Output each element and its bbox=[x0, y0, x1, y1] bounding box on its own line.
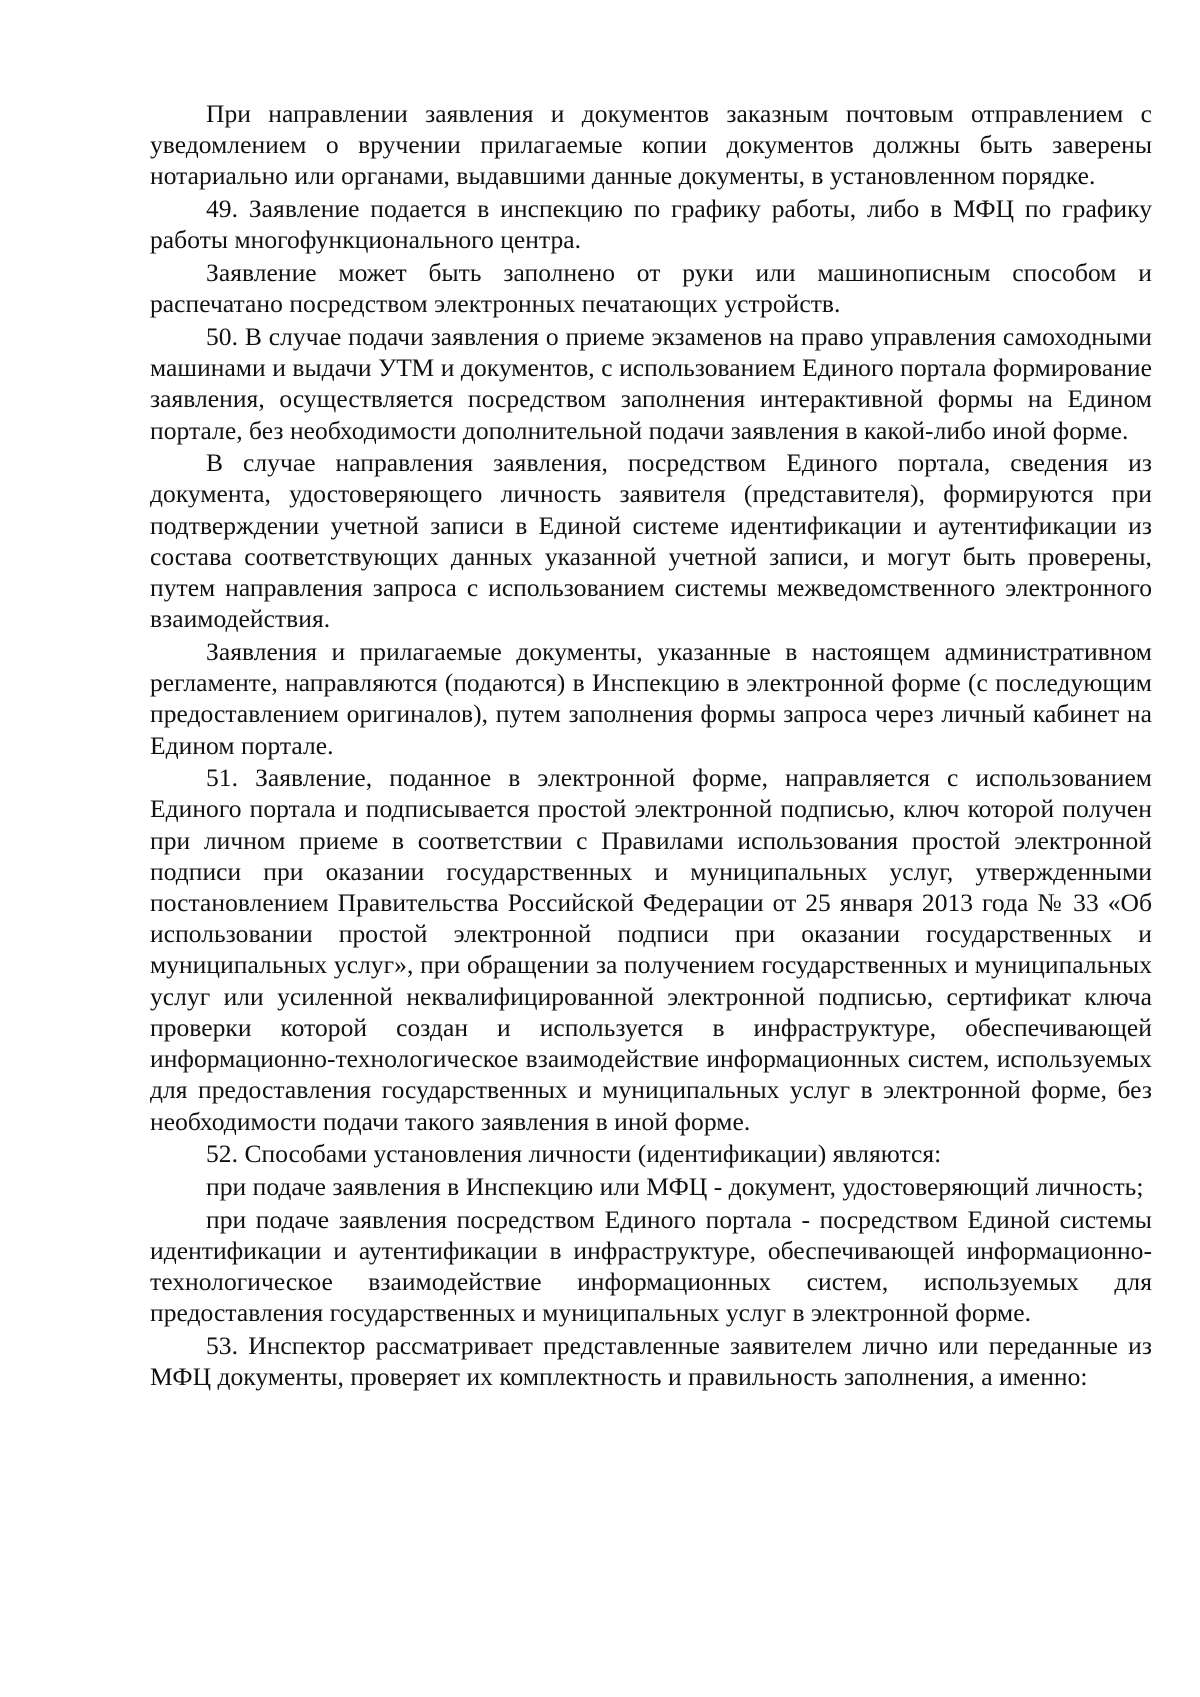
paragraph-50: 50. В случае подачи заявления о приеме экзаменов на право управления самоходными машинами и выдачи УТМ и документов, с использованием Единого портала формирование заявления, осуществляется посредством заполнения интерактивной формы на Едином портале, без необходимости дополнительной подачи заявления в какой-либо иной форме. bbox=[150, 321, 1152, 445]
paragraph-mail-submission: При направлении заявления и документов заказным почтовым отправлением с уведомлением о вручении прилагаемые копии документов должны быть заверены нотариально или органами, выдавшими данные документы, в установленном порядке. bbox=[150, 99, 1152, 191]
paragraph-identity-data: В случае направления заявления, посредством Единого портала, сведения из документа, удостоверяющего личность заявителя (представителя), формируются при подтверждении учетной записи в Единой системе идентификации и аутентификации из состава соответствующих данных указанной учетной записи, и могут быть проверены, путем направления запроса с использованием системы межведомственного электронного взаимодействия. bbox=[150, 448, 1152, 634]
paragraph-fill-method: Заявление может быть заполнено от руки или машинописным способом и распечатано посредством электронных печатающих устройств. bbox=[150, 258, 1152, 319]
paragraph-52-in-person: при подаче заявления в Инспекцию или МФЦ - документ, удостоверяющий личность; bbox=[206, 1171, 1144, 1201]
paragraph-49: 49. Заявление подается в инспекцию по графику работы, либо в МФЦ по графику работы многофункционального центра. bbox=[150, 194, 1152, 255]
paragraph-51: 51. Заявление, поданное в электронной форме, направляется с использованием Единого портала и подписывается простой электронной подписью, ключ которой получен при личном приеме в соответствии с Правилами использования простой электронной подписи при оказании государственных и муниципальных услуг, утвержденными постановлением Правительства Российской Федерации от 25 января 2013 года № 33 «Об использовании простой электронной подписи при оказании государственных и муниципальных услуг», при обращении за получением государственных и муниципальных услуг или усиленной неквалифицированной электронной подписью, сертификат ключа проверки которой создан и используется в инфраструктуре, обеспечивающей информационно-технологическое взаимодействие информационных систем, используемых для предоставления государственных и муниципальных услуг в электронной форме, без необходимости подачи такого заявления в иной форме. bbox=[150, 763, 1152, 1136]
paragraph-52-portal: при подаче заявления посредством Единого портала - посредством Единой системы идентификации и аутентификации в инфраструктуре, обеспечивающей информационно-технологическое взаимодействие информационных систем, используемых для предоставления государственных и муниципальных услуг в электронной форме. bbox=[150, 1204, 1152, 1328]
paragraph-electronic-submission: Заявления и прилагаемые документы, указанные в настоящем административном регламенте, направляются (подаются) в Инспекцию в электронной форме (с последующим предоставлением оригиналов), путем заполнения формы запроса через личный кабинет на Едином портале. bbox=[150, 636, 1152, 760]
paragraph-53: 53. Инспектор рассматривает представленные заявителем лично или переданные из МФЦ документы, проверяет их комплектность и правильность заполнения, а именно: bbox=[150, 1330, 1152, 1392]
paragraph-52: 52. Способами установления личности (идентификации) являются: bbox=[206, 1139, 942, 1169]
